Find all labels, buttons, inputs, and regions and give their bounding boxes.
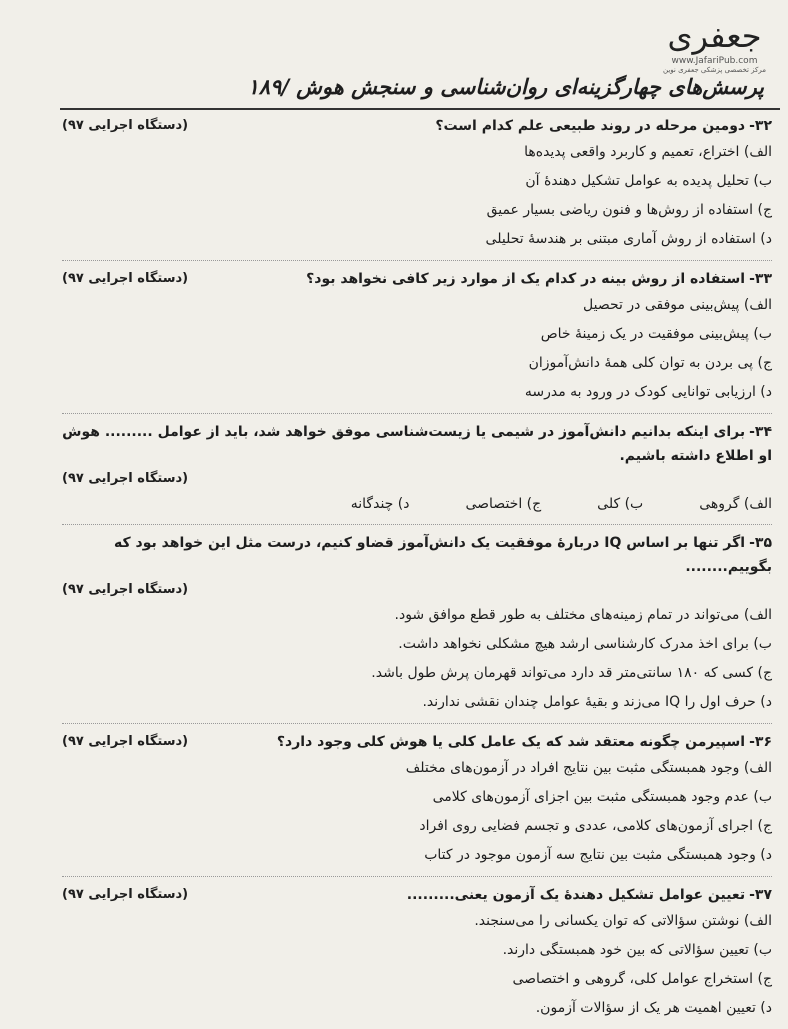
option-b: ب) پیش‌بینی موفقیت در یک زمینهٔ خاص xyxy=(540,326,772,342)
page-header xyxy=(60,62,780,110)
option-c: ج) استفاده از روش‌ها و فنون ریاضی بسیار عمیق xyxy=(486,202,772,218)
option-a: الف) نوشتن سؤالاتی که توان یکسانی را می‌سنجند. xyxy=(474,913,772,929)
question-source: (دستگاه اجرایی ۹۷) xyxy=(62,734,189,749)
question-stem xyxy=(62,114,772,138)
question-stem xyxy=(62,267,772,291)
question-source: (دستگاه اجرایی ۹۷) xyxy=(62,271,189,286)
option-d: د) وجود همبستگی مثبت بین نتایج سه آزمون موجود در کتاب xyxy=(424,847,772,863)
option-b: ب) عدم وجود همبستگی مثبت بین اجزای آزمون‌های کلامی xyxy=(432,789,772,805)
question-32 xyxy=(62,114,772,254)
question-divider xyxy=(62,524,772,525)
page-title: پرسش‌های چهارگزینه‌ای روان‌شناسی و سنجش هوش /۱۸۹ xyxy=(247,74,764,99)
question-stem xyxy=(62,730,772,754)
question-number: ۳۵- xyxy=(749,535,772,551)
option-a: الف) می‌تواند در تمام زمینه‌های مختلف به طور قطع موافق شود. xyxy=(394,607,772,623)
question-source: (دستگاه اجرایی ۹۷) xyxy=(62,582,189,597)
option-b: ب) کلی xyxy=(597,496,644,512)
option-b: ب) تحلیل پدیده به عوامل تشکیل دهندهٔ آن xyxy=(525,173,772,189)
option-d: د) ارزیابی توانایی کودک در ورود به مدرسه xyxy=(524,384,772,400)
question-36 xyxy=(62,730,772,870)
option-d: د) تعیین اهمیت هر یک از سؤالات آزمون. xyxy=(535,1000,772,1016)
option-a: الف) اختراع، تعمیم و کاربرد واقعی پدیده‌ها xyxy=(524,144,772,160)
question-stem xyxy=(62,531,772,579)
question-stem xyxy=(62,883,772,907)
question-divider xyxy=(62,876,772,877)
logo-subtitle: مرکز تخصصی پزشکی جعفری نوین xyxy=(663,66,766,74)
option-a: الف) وجود همبستگی مثبت بین نتایج افراد در آزمون‌های مختلف xyxy=(405,760,772,776)
question-source: (دستگاه اجرایی ۹۷) xyxy=(62,887,189,902)
question-text: تعیین عوامل تشکیل دهندهٔ یک آزمون یعنی......... xyxy=(406,887,746,903)
question-number: ۳۳- xyxy=(749,271,772,287)
question-divider xyxy=(62,723,772,724)
option-c: ج) اجرای آزمون‌های کلامی، عددی و تجسم فضایی روی افراد xyxy=(419,818,772,834)
option-b: ب) تعیین سؤالاتی که بین خود همبستگی دارند. xyxy=(502,942,772,958)
header-rule xyxy=(60,108,780,110)
question-33 xyxy=(62,267,772,407)
option-b: ب) برای اخذ مدرک کارشناسی ارشد هیچ مشکلی نخواهد داشت. xyxy=(398,636,772,652)
option-c: ج) پی بردن به توان کلی همهٔ دانش‌آموزان xyxy=(528,355,772,371)
question-text: برای اینکه بدانیم دانش‌آموز در شیمی یا زیست‌شناسی موفق خواهد شد، باید از عوامل ......... هوش او اطلاع داشته باشیم. xyxy=(62,424,772,464)
questions-container xyxy=(62,114,772,1029)
question-divider xyxy=(62,260,772,261)
question-source: (دستگاه اجرایی ۹۷) xyxy=(62,471,189,486)
question-text: اسپیرمن چگونه معتقد شد که یک عامل کلی یا هوش کلی وجود دارد؟ xyxy=(276,734,746,750)
option-d: د) چندگانه xyxy=(350,496,410,512)
question-text: دومین مرحله در روند طبیعی علم کدام است؟ xyxy=(435,118,746,134)
option-c: ج) اختصاصی xyxy=(465,496,542,512)
question-35 xyxy=(62,531,772,717)
option-a: الف) گروهی xyxy=(699,496,772,512)
question-number: ۳۲- xyxy=(749,118,772,134)
option-c: ج) کسی که ۱۸۰ سانتی‌متر قد دارد می‌تواند قهرمان پرش طول باشد. xyxy=(371,665,772,681)
option-c: ج) استخراج عوامل کلی، گروهی و اختصاصی xyxy=(512,971,772,987)
option-a: الف) پیش‌بینی موفقی در تحصیل xyxy=(583,297,772,313)
logo-url: www.JafariPub.com xyxy=(671,56,758,66)
question-text: اگر تنها بر اساس IQ دربارهٔ موفقیت یک دانش‌آموز قضاو کنیم، درست مثل این خواهد بود که بگوییم........ xyxy=(114,535,772,575)
options-inline xyxy=(62,490,772,518)
question-number: ۳۴- xyxy=(749,424,772,440)
logo-mark: جعفری xyxy=(667,17,762,55)
question-divider xyxy=(62,413,772,414)
question-stem xyxy=(62,420,772,468)
option-d: د) استفاده از روش آماری مبتنی بر هندسهٔ تحلیلی xyxy=(485,231,772,247)
question-source: (دستگاه اجرایی ۹۷) xyxy=(62,118,189,133)
question-text: استفاده از روش بینه در کدام یک از موارد زیر کافی نخواهد بود؟ xyxy=(306,271,746,287)
question-number: ۳۶- xyxy=(749,734,772,750)
option-d: د) حرف اول را IQ می‌زند و بقیهٔ عوامل چندان نقشی ندارند. xyxy=(422,694,772,710)
question-37 xyxy=(62,883,772,1023)
question-number: ۳۷- xyxy=(749,887,772,903)
question-34 xyxy=(62,420,772,518)
